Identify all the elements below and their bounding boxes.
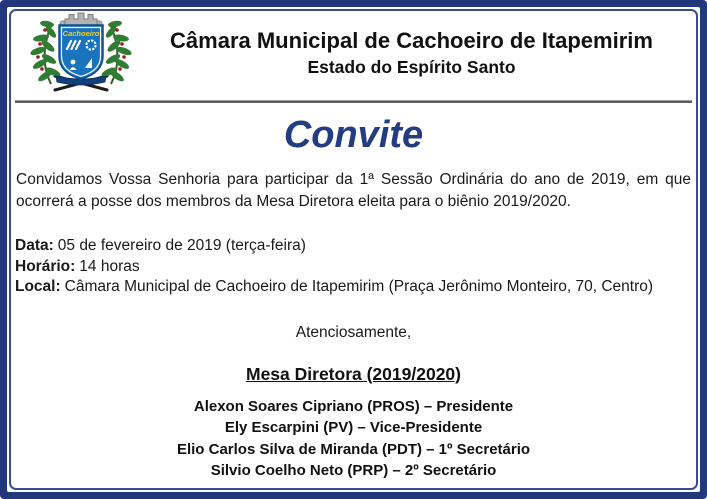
event-details: [15, 236, 692, 298]
date-label: Data:: [15, 237, 54, 254]
org-title: Câmara Municipal de Cachoeiro de Itapemirim: [170, 28, 653, 53]
location-value: Câmara Municipal de Cachoeiro de Itapemirim (Praça Jerônimo Monteiro, 70, Centro): [64, 278, 654, 295]
detail-row-location: [15, 277, 692, 298]
board-title: Mesa Diretora (2019/2020): [246, 363, 461, 384]
detail-row-date: [15, 236, 692, 257]
logo-shield-text: Cachoeiro: [62, 29, 100, 38]
board-member-first-secretary: Elio Carlos Silva de Miranda (PDT) – 1º Secretário: [176, 440, 531, 458]
board-member-vice-president: Ely Escarpini (PV) – Vice-Presidente: [224, 419, 483, 436]
board-members-list: [15, 396, 692, 482]
header-divider: [15, 100, 692, 103]
coat-of-arms-logo: [25, 12, 137, 94]
date-value: 05 de fevereiro de 2019 (terça-feira): [57, 237, 306, 254]
time-value: 14 horas: [79, 257, 140, 275]
header: [15, 11, 692, 95]
closing-text: Atenciosamente,: [295, 323, 412, 341]
org-subtitle: Estado do Espírito Santo: [307, 57, 516, 77]
inner-border-frame: [9, 9, 698, 490]
location-label: Local:: [15, 278, 61, 295]
board-member-second-secretary: Silvio Coelho Neto (PRP) – 2º Secretário: [210, 462, 497, 479]
detail-row-time: [15, 257, 692, 278]
invite-heading: Convite: [283, 114, 424, 156]
page-white-gap: [7, 7, 700, 492]
invite-body-paragraph: Convidamos Vossa Senhoria para participar da 1ª Sessão Ordinária do ano de 2019, em que ocorrerá a posse dos membros da Mesa Diretora eleita para o biênio 2019/2020.: [16, 171, 691, 210]
time-label: Horário:: [15, 257, 76, 275]
header-text: [137, 27, 692, 79]
coat-of-arms-icon: [25, 12, 137, 94]
board-member-president: Alexon Soares Cipriano (PROS) – Presidente: [193, 397, 514, 415]
